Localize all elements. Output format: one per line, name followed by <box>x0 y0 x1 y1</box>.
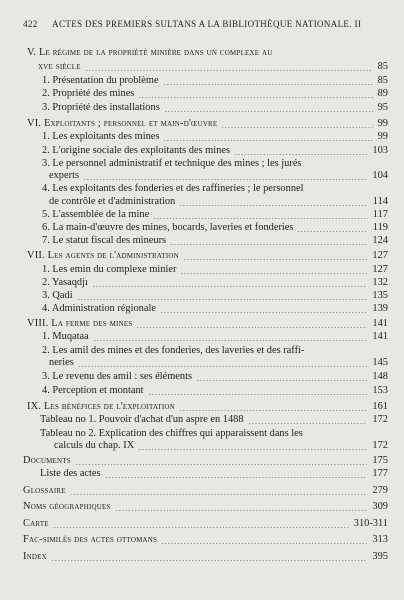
toc-entry-page: 95 <box>377 102 388 113</box>
toc-entry-text: Tableau no 1. Pouvoir d'achat d'un aspre en 1488 <box>40 414 244 425</box>
dot-leader <box>92 286 368 287</box>
toc-entry-page: 99 <box>377 118 388 129</box>
dot-leader <box>105 477 368 478</box>
toc-entry-page: 104 <box>372 170 388 181</box>
toc-entry-text: 3. Propriété des installations <box>42 102 160 113</box>
toc-entry-text: Noms géographiques <box>23 501 111 512</box>
toc-entry-text: Index <box>23 551 47 562</box>
dot-leader <box>297 231 367 232</box>
toc-entry-page: 175 <box>372 455 388 466</box>
toc-entry-page: 85 <box>377 75 388 86</box>
toc-entry-page: 139 <box>372 303 388 314</box>
toc-entry-page: 127 <box>372 250 388 261</box>
toc-entry-text: 6. La main-d'œuvre des mines, bocards, laveries et fonderies <box>42 222 294 233</box>
toc-entry-page: 85 <box>377 61 388 72</box>
toc-entry-page: 141 <box>372 318 388 329</box>
toc-entry-page: 145 <box>372 357 388 368</box>
toc-entry-page: 117 <box>372 209 388 220</box>
toc-entry-text: 2. Yasaqdjı <box>42 277 88 288</box>
toc-entry-page: 395 <box>372 551 388 562</box>
toc-entry-page: 161 <box>372 401 388 412</box>
toc-entry-text: calculs du chap. IX <box>54 440 135 451</box>
dot-leader <box>153 218 368 219</box>
toc-entry-text: xve siècle <box>38 61 81 72</box>
toc-entry-page: 310-311 <box>353 518 388 529</box>
dot-leader <box>77 299 368 300</box>
toc-entry-page: 124 <box>372 235 388 246</box>
dot-leader <box>161 543 367 544</box>
toc-entry-text: 1. Présentation du problème <box>42 75 159 86</box>
toc-entry-text: Documents <box>23 455 71 466</box>
toc-entry-page: 153 <box>372 385 388 396</box>
toc-entry-text: 2. Les amil des mines et des fonderies, des laveries et des raffi- <box>42 345 305 356</box>
toc-entry-text: VIII. La ferme des mines <box>27 318 133 329</box>
toc-entry-text: experts <box>49 170 80 181</box>
toc-entry-page: 172 <box>372 414 388 425</box>
dot-leader <box>115 510 368 511</box>
toc-entry-text: VII. Les agents de l'administration <box>27 250 179 261</box>
toc-entry-text: V. Le régime de la propriété minière dans un complexe au <box>27 47 273 58</box>
dot-leader <box>234 154 367 155</box>
dot-leader <box>164 111 373 112</box>
toc-entry-page: 313 <box>372 534 388 545</box>
dot-leader <box>160 312 367 313</box>
toc-entry-page: 177 <box>372 468 388 479</box>
toc-entry-text: 2. Propriété des mines <box>42 88 135 99</box>
toc-entry-page: 103 <box>372 145 388 156</box>
toc-entry-text: 7. Le statut fiscal des mineurs <box>42 235 167 246</box>
toc-entry-text: 1. Les exploitants des mines <box>42 131 160 142</box>
toc-entry-text: Glossaire <box>23 485 66 496</box>
toc-entry-text: Tableau no 2. Explication des chiffres qui apparaissent dans les <box>40 428 303 439</box>
dot-leader <box>163 140 372 141</box>
dot-leader <box>51 560 368 561</box>
toc-entry-text: 3. Qadi <box>42 290 73 301</box>
toc-entry-text: de contrôle et d'administration <box>49 196 176 207</box>
running-title: ACTES DES PREMIERS SULTANS A LA BIBLIOTHÈQUE NATIONALE. II <box>52 19 362 29</box>
toc-entry-text: VI. Exploitants ; personnel et main-d'œuvre <box>27 118 218 129</box>
toc-entry-page: 172 <box>372 440 388 451</box>
dot-leader <box>180 273 367 274</box>
toc-entry-page: 119 <box>372 222 388 233</box>
toc-entry-page: 99 <box>377 131 388 142</box>
dot-leader <box>148 394 368 395</box>
toc-entry-page: 135 <box>372 290 388 301</box>
toc-entry-text: 3. Le personnel administratif et technique des mines ; les jurés <box>42 158 302 169</box>
dot-leader <box>83 179 367 180</box>
dot-leader <box>85 70 373 71</box>
toc-entry-page: 89 <box>377 88 388 99</box>
dot-leader <box>53 527 349 528</box>
dot-leader <box>179 410 368 411</box>
dot-leader <box>70 494 368 495</box>
dot-leader <box>75 464 368 465</box>
toc-entry-text: 4. Administration régionale <box>42 303 156 314</box>
toc-entry-page: 148 <box>372 371 388 382</box>
toc-entry-page: 132 <box>372 277 388 288</box>
toc-entry-page: 309 <box>372 501 388 512</box>
toc-entry-text: IX. Les bénéfices de l'exploitation <box>27 401 175 412</box>
dot-leader <box>221 127 372 128</box>
toc-entry-text: 5. L'assemblée de la mine <box>42 209 150 220</box>
dot-leader <box>138 449 367 450</box>
toc-entry-text: Fac-similés des actes ottomans <box>23 534 158 545</box>
dot-leader <box>183 259 368 260</box>
toc-entry-page: 279 <box>372 485 388 496</box>
dot-leader <box>136 327 367 328</box>
toc-entry-text: neries <box>49 357 74 368</box>
dot-leader <box>163 84 373 85</box>
toc-entry-text: 4. Perception et montant <box>42 385 144 396</box>
dot-leader <box>170 244 367 245</box>
dot-leader <box>93 340 368 341</box>
toc-entry-text: 2. L'origine sociale des exploitants des mines <box>42 145 230 156</box>
dot-leader <box>196 380 367 381</box>
page-number: 422 <box>23 19 38 29</box>
toc-entry-text: Carte <box>23 518 49 529</box>
toc-entry-page: 127 <box>372 264 388 275</box>
toc-entry-text: 1. Muqataa <box>42 331 89 342</box>
toc-entry-page: 114 <box>372 196 388 207</box>
dot-leader <box>248 423 368 424</box>
toc-entry-text: Liste des actes <box>40 468 101 479</box>
toc-entry-text: 4. Les exploitants des fonderies et des raffineries ; le personnel <box>42 183 304 194</box>
toc-entry-text: 1. Les emin du complexe minier <box>42 264 177 275</box>
toc-entry-page: 141 <box>372 331 388 342</box>
dot-leader <box>78 366 368 367</box>
dot-leader <box>138 97 372 98</box>
dot-leader <box>179 205 368 206</box>
toc-entry-text: 3. Le revenu des amil : ses éléments <box>42 371 193 382</box>
